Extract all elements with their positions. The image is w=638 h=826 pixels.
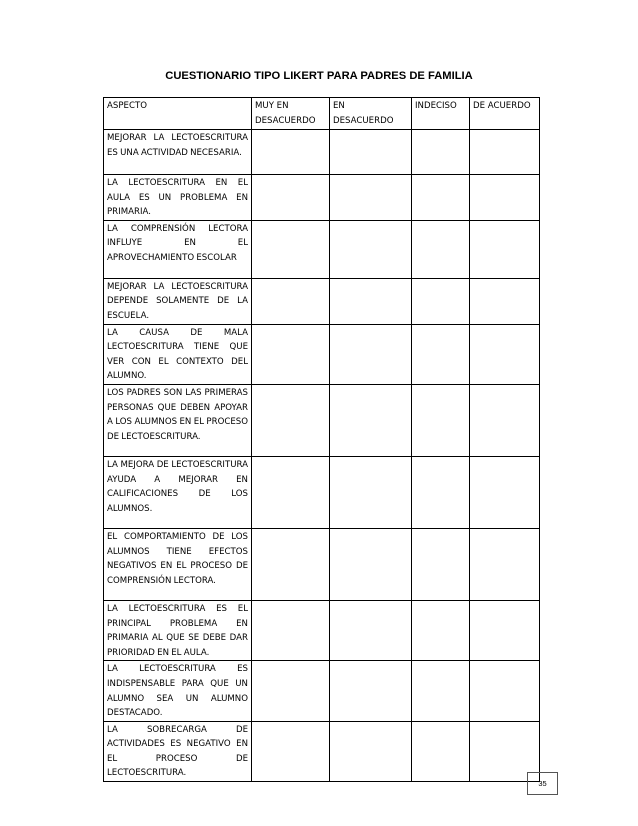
- table-row: [104, 456, 540, 528]
- table-row: [104, 220, 540, 278]
- response-cell-indeciso[interactable]: [412, 384, 470, 456]
- response-cell-en-desacuerdo[interactable]: [330, 384, 412, 456]
- response-cell-de-acuerdo[interactable]: [470, 456, 540, 528]
- response-cell-muy-en-desacuerdo[interactable]: [252, 600, 330, 660]
- response-cell-de-acuerdo[interactable]: [470, 324, 540, 384]
- aspect-statement: LA LECTOESCRITURA EN EL AULA ES UN PROBLEMA EN PRIMARIA.: [104, 175, 252, 221]
- response-cell-en-desacuerdo[interactable]: [330, 721, 412, 781]
- table-row: [104, 130, 540, 175]
- response-cell-indeciso[interactable]: [412, 175, 470, 221]
- page-number: 35: [527, 772, 558, 795]
- response-cell-en-desacuerdo[interactable]: [330, 220, 412, 278]
- response-cell-indeciso[interactable]: [412, 278, 470, 324]
- response-cell-muy-en-desacuerdo[interactable]: [252, 661, 330, 721]
- table-row: [104, 324, 540, 384]
- column-header-indeciso: INDECISO: [412, 98, 470, 130]
- table-row: [104, 661, 540, 721]
- response-cell-en-desacuerdo[interactable]: [330, 324, 412, 384]
- aspect-statement: EL COMPORTAMIENTO DE LOS ALUMNOS TIENE EFECTOS NEGATIVOS EN EL PROCESO DE COMPRENSIÓN LECTORA.: [104, 528, 252, 600]
- aspect-statement: LA CAUSA DE MALA LECTOESCRITURA TIENE QUE VER CON EL CONTEXTO DEL ALUMNO.: [104, 324, 252, 384]
- table-row: [104, 278, 540, 324]
- table-row: [104, 528, 540, 600]
- table-header-row: [104, 98, 540, 130]
- response-cell-muy-en-desacuerdo[interactable]: [252, 130, 330, 175]
- response-cell-indeciso[interactable]: [412, 721, 470, 781]
- response-cell-en-desacuerdo[interactable]: [330, 528, 412, 600]
- response-cell-muy-en-desacuerdo[interactable]: [252, 528, 330, 600]
- aspect-statement: LA MEJORA DE LECTOESCRITURA AYUDA A MEJORAR EN CALIFICACIONES DE LOS ALUMNOS.: [104, 456, 252, 528]
- table-row: [104, 175, 540, 221]
- response-cell-indeciso[interactable]: [412, 324, 470, 384]
- response-cell-de-acuerdo[interactable]: [470, 175, 540, 221]
- page-title: CUESTIONARIO TIPO LIKERT PARA PADRES DE FAMILIA: [165, 70, 473, 82]
- response-cell-en-desacuerdo[interactable]: [330, 130, 412, 175]
- response-cell-en-desacuerdo[interactable]: [330, 661, 412, 721]
- response-cell-indeciso[interactable]: [412, 220, 470, 278]
- response-cell-muy-en-desacuerdo[interactable]: [252, 220, 330, 278]
- response-cell-en-desacuerdo[interactable]: [330, 175, 412, 221]
- response-cell-indeciso[interactable]: [412, 130, 470, 175]
- response-cell-muy-en-desacuerdo[interactable]: [252, 456, 330, 528]
- table-row: [104, 721, 540, 781]
- response-cell-en-desacuerdo[interactable]: [330, 278, 412, 324]
- response-cell-de-acuerdo[interactable]: [470, 661, 540, 721]
- column-header-de-acuerdo: DE ACUERDO: [470, 98, 540, 130]
- response-cell-de-acuerdo[interactable]: [470, 384, 540, 456]
- table-row: [104, 384, 540, 456]
- response-cell-de-acuerdo[interactable]: [470, 130, 540, 175]
- aspect-statement: LA SOBRECARGA DE ACTIVIDADES ES NEGATIVO EN EL PROCESO DE LECTOESCRITURA.: [104, 721, 252, 781]
- aspect-statement: LOS PADRES SON LAS PRIMERAS PERSONAS QUE DEBEN APOYAR A LOS ALUMNOS EN EL PROCESO DE LECTOESCRITURA.: [104, 384, 252, 456]
- aspect-statement: MEJORAR LA LECTOESCRITURA DEPENDE SOLAMENTE DE LA ESCUELA.: [104, 278, 252, 324]
- table-row: [104, 600, 540, 660]
- response-cell-indeciso[interactable]: [412, 528, 470, 600]
- response-cell-indeciso[interactable]: [412, 456, 470, 528]
- response-cell-de-acuerdo[interactable]: [470, 600, 540, 660]
- likert-questionnaire-table: [103, 97, 540, 782]
- aspect-statement: MEJORAR LA LECTOESCRITURA ES UNA ACTIVIDAD NECESARIA.: [104, 130, 252, 175]
- response-cell-en-desacuerdo[interactable]: [330, 456, 412, 528]
- column-header-aspecto: ASPECTO: [104, 98, 252, 130]
- response-cell-en-desacuerdo[interactable]: [330, 600, 412, 660]
- column-header-muy-en-desacuerdo: MUY EN DESACUERDO: [252, 98, 330, 130]
- aspect-statement: LA LECTOESCRITURA ES EL PRINCIPAL PROBLEMA EN PRIMARIA AL QUE SE DEBE DAR PRIORIDAD EN EL AULA.: [104, 600, 252, 660]
- column-header-en-desacuerdo: EN DESACUERDO: [330, 98, 412, 130]
- response-cell-muy-en-desacuerdo[interactable]: [252, 324, 330, 384]
- response-cell-de-acuerdo[interactable]: [470, 528, 540, 600]
- response-cell-indeciso[interactable]: [412, 661, 470, 721]
- response-cell-muy-en-desacuerdo[interactable]: [252, 278, 330, 324]
- response-cell-muy-en-desacuerdo[interactable]: [252, 384, 330, 456]
- response-cell-de-acuerdo[interactable]: [470, 220, 540, 278]
- response-cell-de-acuerdo[interactable]: [470, 278, 540, 324]
- aspect-statement: LA COMPRENSIÓN LECTORA INFLUYE EN EL APROVECHAMIENTO ESCOLAR: [104, 220, 252, 278]
- response-cell-indeciso[interactable]: [412, 600, 470, 660]
- response-cell-muy-en-desacuerdo[interactable]: [252, 175, 330, 221]
- response-cell-muy-en-desacuerdo[interactable]: [252, 721, 330, 781]
- aspect-statement: LA LECTOESCRITURA ES INDISPENSABLE PARA QUE UN ALUMNO SEA UN ALUMNO DESTACADO.: [104, 661, 252, 721]
